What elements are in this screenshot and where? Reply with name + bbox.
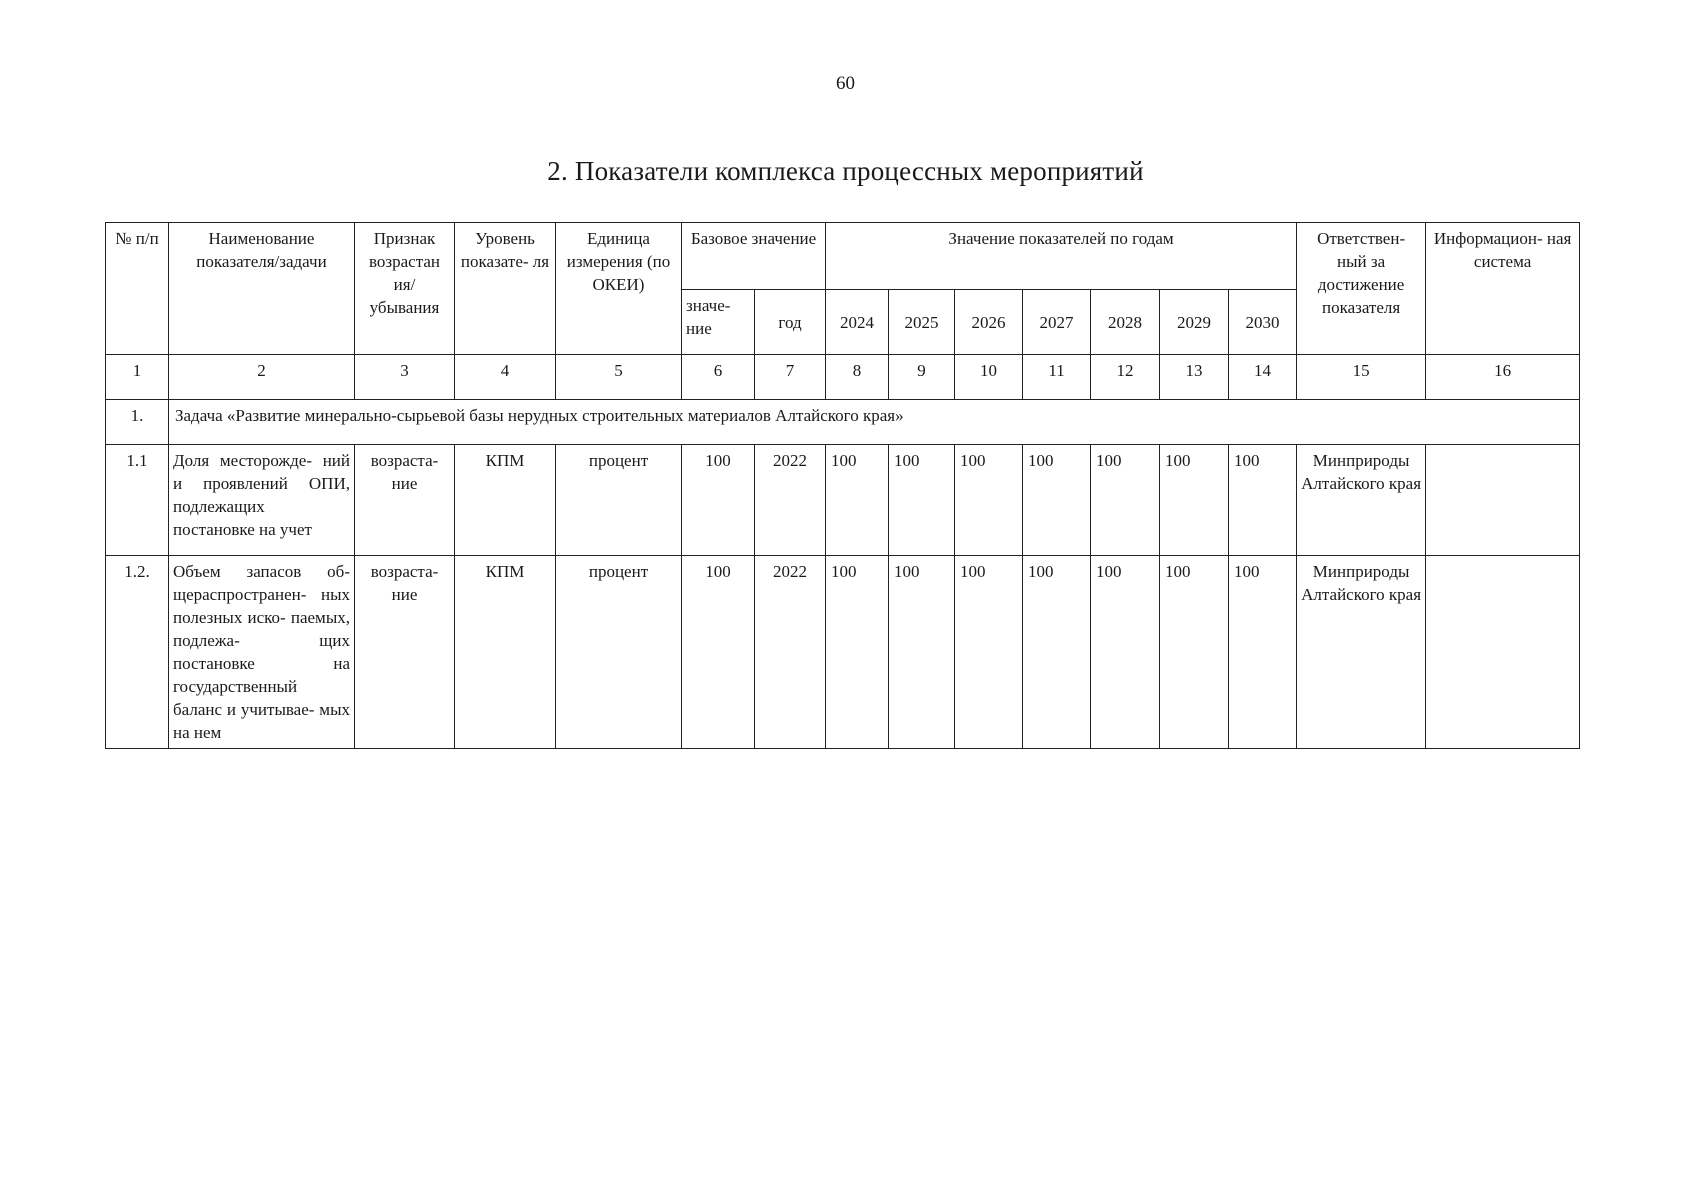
row-value-2028: 100 bbox=[1091, 445, 1160, 556]
header-year: 2025 bbox=[889, 290, 955, 355]
header-responsible: Ответствен- ный за достижение показателя bbox=[1297, 223, 1426, 355]
indicators-table bbox=[105, 222, 1580, 749]
task-num: 1. bbox=[106, 400, 169, 445]
row-num: 1.2. bbox=[106, 556, 169, 749]
row-value-2026: 100 bbox=[955, 445, 1023, 556]
column-number: 6 bbox=[682, 355, 755, 400]
header-base-year: год bbox=[755, 290, 826, 355]
header-num: № п/п bbox=[106, 223, 169, 355]
row-value-2028: 100 bbox=[1091, 556, 1160, 749]
header-row-1 bbox=[106, 223, 1580, 290]
column-number: 9 bbox=[889, 355, 955, 400]
header-year: 2029 bbox=[1160, 290, 1229, 355]
header-name: Наименование показателя/задачи bbox=[169, 223, 355, 355]
row-value-2024: 100 bbox=[826, 445, 889, 556]
row-sign: возраста- ние bbox=[355, 445, 455, 556]
row-responsible: Минприроды Алтайского края bbox=[1297, 445, 1426, 556]
row-unit: процент bbox=[556, 445, 682, 556]
column-number: 16 bbox=[1426, 355, 1580, 400]
column-number: 5 bbox=[556, 355, 682, 400]
row-info-system bbox=[1426, 445, 1580, 556]
column-number: 3 bbox=[355, 355, 455, 400]
header-year: 2027 bbox=[1023, 290, 1091, 355]
column-number: 15 bbox=[1297, 355, 1426, 400]
row-info-system bbox=[1426, 556, 1580, 749]
row-value-2030: 100 bbox=[1229, 445, 1297, 556]
column-number: 13 bbox=[1160, 355, 1229, 400]
header-level: Уровень показате- ля bbox=[455, 223, 556, 355]
header-year: 2030 bbox=[1229, 290, 1297, 355]
row-sign: возраста- ние bbox=[355, 556, 455, 749]
row-base-year: 2022 bbox=[755, 556, 826, 749]
header-sign: Признак возрастан ия/ убывания bbox=[355, 223, 455, 355]
row-num: 1.1 bbox=[106, 445, 169, 556]
task-text: Задача «Развитие минерально-сырьевой базы нерудных строительных материалов Алтайского края» bbox=[169, 400, 1580, 445]
table-row bbox=[106, 445, 1580, 556]
column-number: 4 bbox=[455, 355, 556, 400]
column-number: 7 bbox=[755, 355, 826, 400]
header-base: Базовое значение bbox=[682, 223, 826, 290]
row-responsible: Минприроды Алтайского края bbox=[1297, 556, 1426, 749]
column-number: 2 bbox=[169, 355, 355, 400]
row-name: Доля месторожде- ний и проявлений ОПИ, подлежащих постановке на учет bbox=[169, 445, 355, 556]
table-row bbox=[106, 556, 1580, 749]
row-level: КПМ bbox=[455, 445, 556, 556]
column-number: 12 bbox=[1091, 355, 1160, 400]
header-info-system: Информацион- ная система bbox=[1426, 223, 1580, 355]
row-level: КПМ bbox=[455, 556, 556, 749]
column-number: 8 bbox=[826, 355, 889, 400]
row-value-2025: 100 bbox=[889, 556, 955, 749]
column-number-row bbox=[106, 355, 1580, 400]
row-base-value: 100 bbox=[682, 556, 755, 749]
row-value-2030: 100 bbox=[1229, 556, 1297, 749]
header-base-value: значе- ние bbox=[682, 290, 755, 355]
row-value-2029: 100 bbox=[1160, 445, 1229, 556]
row-value-2025: 100 bbox=[889, 445, 955, 556]
header-year: 2028 bbox=[1091, 290, 1160, 355]
task-row bbox=[106, 400, 1580, 445]
row-value-2029: 100 bbox=[1160, 556, 1229, 749]
row-value-2027: 100 bbox=[1023, 556, 1091, 749]
header-unit: Единица измерения (по ОКЕИ) bbox=[556, 223, 682, 355]
row-value-2027: 100 bbox=[1023, 445, 1091, 556]
column-number: 1 bbox=[106, 355, 169, 400]
header-year: 2024 bbox=[826, 290, 889, 355]
row-name: Объем запасов об- щераспространен- ных полезных иско- паемых, подлежа- щих постановке на государственный баланс и учитывае- мых на нем bbox=[169, 556, 355, 749]
page-number: 60 bbox=[836, 73, 855, 94]
row-value-2024: 100 bbox=[826, 556, 889, 749]
row-base-year: 2022 bbox=[755, 445, 826, 556]
header-year: 2026 bbox=[955, 290, 1023, 355]
section-title: 2. Показатели комплекса процессных мероприятий bbox=[547, 156, 1144, 186]
row-value-2026: 100 bbox=[955, 556, 1023, 749]
row-unit: процент bbox=[556, 556, 682, 749]
column-number: 10 bbox=[955, 355, 1023, 400]
header-values-by-year: Значение показателей по годам bbox=[826, 223, 1297, 290]
row-base-value: 100 bbox=[682, 445, 755, 556]
column-number: 11 bbox=[1023, 355, 1091, 400]
column-number: 14 bbox=[1229, 355, 1297, 400]
